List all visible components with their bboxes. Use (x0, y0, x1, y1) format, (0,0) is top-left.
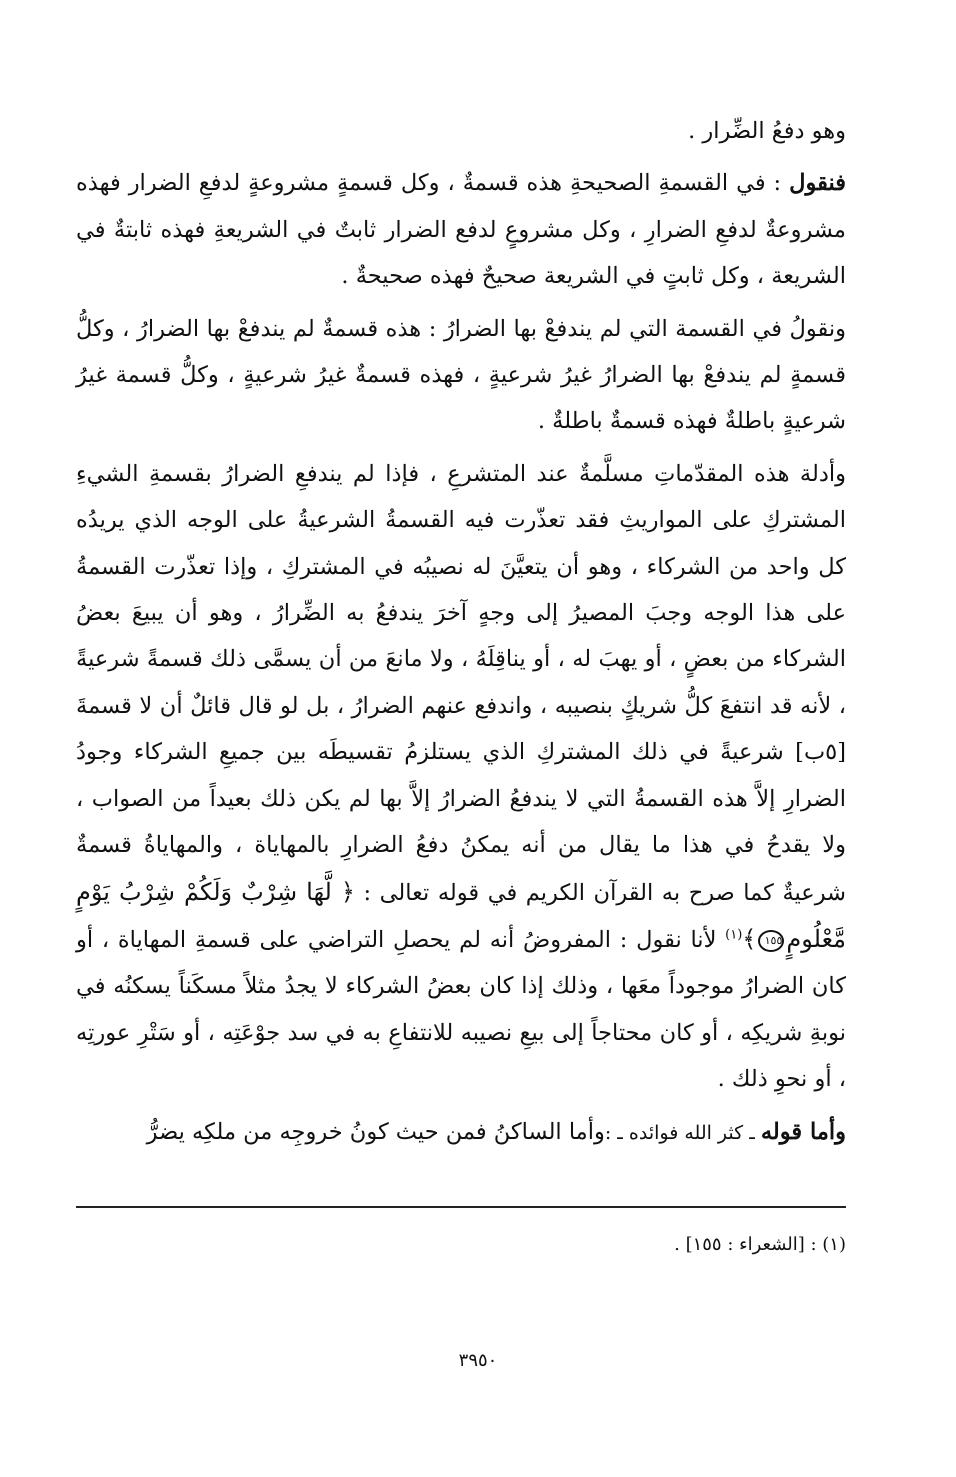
paragraph-3-text: ونقولُ في القسمة التي لم يندفعْ بها الضرارُ : هذه قسمةٌ لم يندفعْ بها الضرارُ ، وكلُّ قسمةٍ لم يندفعْ بها الضرارُ غيرُ شرعيةٍ ، فهذه قسمةٌ غيرُ شرعيةٍ ، وكلُّ قسمة غيرُ شرعيةٍ باطلةٌ فهذه قسمةٌ باطلةٌ . (76, 315, 846, 435)
paragraph-4-text-b: شرعيةً في ذلك المشتركِ الذي يستلزمُ تقسيطَه بين جميعِ الشركاء وجودُ الضرارِ إلاَّ هذه القسمةُ التي لا يندفعُ الضرارُ إلاَّ بها لم يكن ذلك بعيداً من الصواب ، ولا يقدحُ في هذا ما يقال من أنه يمكنُ دفعُ الضرارِ بالمهاياة ، والمهاياةُ قسمةٌ شرعيةٌ كما صرح به القرآن الكريم في قوله تعالى : (76, 739, 846, 906)
footnote-reference[interactable]: (١) (725, 927, 743, 943)
paragraph-4 (76, 451, 846, 1103)
quran-verse: ﴿ لَّهَا شِرْبٌ وَلَكُمْ شِرْبُ يَوْمٍ مَّعْلُومٍ (76, 877, 846, 953)
paragraph-5-text: وأما الساكنُ فمن حيث كونُ خروجِه من ملكِه يضرُّ (146, 1118, 605, 1145)
paragraph-5-lead: وأما قوله (760, 1118, 846, 1145)
manuscript-folio-marker: [٥ب] (795, 739, 847, 766)
paragraph-4-text-c: لأنا نقول : المفروضُ أنه لم يحصلِ التراضي على قسمةِ المهاياة ، أو كان الضرارُ موجوداً معَها ، وذلك إذا كان بعضُ الشركاء لا يجدُ مثلاً مسكَناً يسكنُه في نوبةِ شريكِه ، أو كان محتاجاً إلى بيعِ نصيبه للانتفاعِ به في سد جوْعَتِه ، أو سَتْرِ عورتِه ، أو نحوِ ذلك . (76, 926, 846, 1093)
footnote: (١) : [الشعراء : ١٥٥] . (674, 1234, 846, 1255)
paragraph-5 (76, 1109, 846, 1156)
verse-number-ornament: ١٥٥ (758, 930, 784, 952)
page-number: ٣٩٥٠ (458, 1350, 498, 1371)
quran-close-bracket: ﴾ (742, 924, 757, 953)
paragraph-5-aside: ـ كثر الله فوائده ـ : (604, 1121, 761, 1144)
paragraph-4-text-a: وأدلة هذه المقدّماتِ مسلَّمةٌ عند المتشرعِ ، فإذا لم يندفعِ الضرارُ بقسمةِ الشيءِ المشتركِ على المواريثِ فقد تعذّرت فيه القسمةُ الشرعيةُ على الوجه الذي يريدُه كل واحد من الشركاء ، وهو أن يتعيَّنَ له نصيبُه في المشتركِ ، وإذا تعذّرت القسمةُ على هذا الوجه وجبَ المصيرُ إلى وجهٍ آخرَ يندفعُ به الضِّرارُ ، وهو أن يبيعَ بعضُ الشركاء من بعضٍ ، أو يهبَ له ، أو يناقِلَهُ ، ولا مانعَ من أن يسمَّى ذلك قسمةً شرعيةً ، لأنه قد انتفعَ كلُّ شريكٍ بنصيبه ، واندفع عنهم الضرارُ ، بل لو قال قائلٌ أن لا قسمةَ (76, 460, 846, 719)
paragraph-2 (76, 160, 846, 299)
paragraph-3 (76, 306, 846, 445)
paragraph-2-text: : في القسمةِ الصحيحةِ هذه قسمةٌ ، وكل قسمةٍ مشروعةٍ لدفعِ الضرار فهذه مشروعةٌ لدفعِ الضرارِ ، وكل مشروعٍ لدفع الضرار ثابتٌ في الشريعةِ فهذه ثابتةٌ في الشريعة ، وكل ثابتٍ في الشريعة صحيحٌ فهذه صحيحةٌ . (76, 170, 846, 290)
footnote-divider (76, 1206, 846, 1208)
paragraph-1-text: وهو دفعُ الضِّرار . (688, 118, 846, 144)
paragraph-2-lead: فنقول (789, 170, 846, 197)
main-text (76, 108, 846, 1156)
paragraph-1 (76, 108, 846, 154)
